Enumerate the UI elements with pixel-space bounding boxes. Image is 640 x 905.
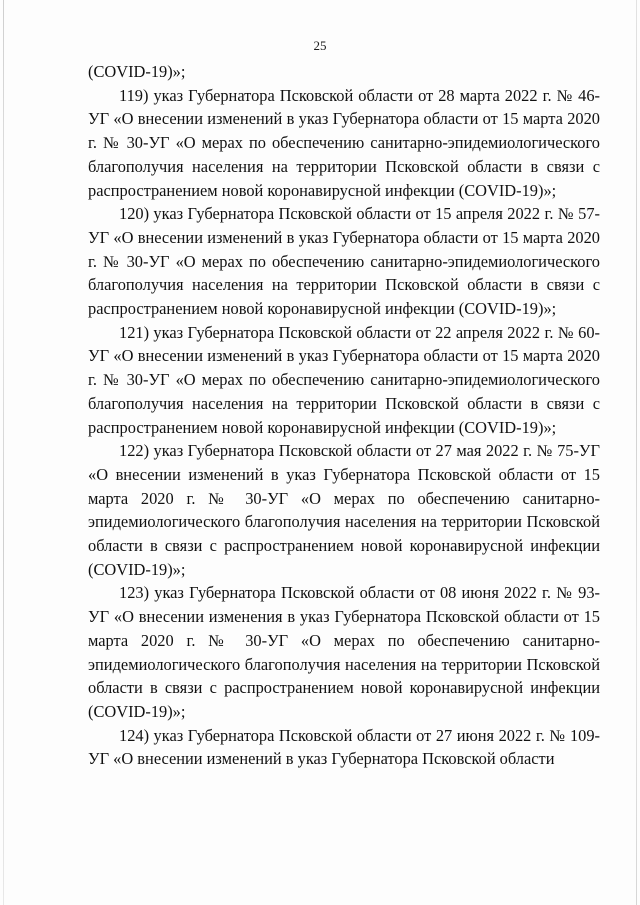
paragraph-item-122: 122) указ Губернатора Псковской области от 27 мая 2022 г. № 75-УГ «О внесении изменений в указ Губернатора Псковской области от 15 марта 2020 г. № 30-УГ «О мерах по обеспечению санитарно-эпидемиологического благополучия населения на территории Псковской области в связи с распространением новой коронавирусной инфекции (COVID-19)»; (88, 441, 600, 579)
paragraph-item-120: 120) указ Губернатора Псковской области от 15 апреля 2022 г. № 57-УГ «О внесении изменений в указ Губернатора области от 15 марта 2020 г. № 30-УГ «О мерах по обеспечению санитарно-эпидемиологического благополучия населения на территории Псковской области в связи с распространением новой коронавирусной инфекции (COVID-19)»; (88, 204, 600, 319)
paragraph-item-121: 121) указ Губернатора Псковской области от 22 апреля 2022 г. № 60-УГ «О внесении изменений в указ Губернатора области от 15 марта 2020 г. № 30-УГ «О мерах по обеспечению санитарно-эпидемиологического благополучия населения на территории Псковской области в связи с распространением новой коронавирусной инфекции (COVID-19)»; (88, 322, 600, 437)
page-number: 25 (313, 38, 327, 53)
paragraph-continuation: (COVID-19)»; (88, 62, 186, 81)
scan-edge-right (636, 0, 637, 905)
scan-edge-left (3, 0, 4, 905)
document-body (88, 60, 600, 771)
paragraph-item-119: 119) указ Губернатора Псковской области от 28 марта 2022 г. № 46-УГ «О внесении изменений в указ Губернатора области от 15 марта 2020 г. № 30-УГ «О мерах по обеспечению санитарно-эпидемиологического благополучия населения на территории Псковской области в связи с распространением новой коронавирусной инфекции (COVID-19)»; (88, 85, 600, 200)
paragraph-item-123: 123) указ Губернатора Псковской области от 08 июня 2022 г. № 93-УГ «О внесении изменения в указ Губернатора Псковской области от 15 марта 2020 г. № 30-УГ «О мерах по обеспечению санитарно-эпидемиологического благополучия населения на территории Псковской области в связи с распространением новой коронавирусной инфекции (COVID-19)»; (88, 583, 600, 721)
paragraph-item-124: 124) указ Губернатора Псковской области от 27 июня 2022 г. № 109-УГ «О внесении изменений в указ Губернатора Псковской области (88, 725, 600, 769)
